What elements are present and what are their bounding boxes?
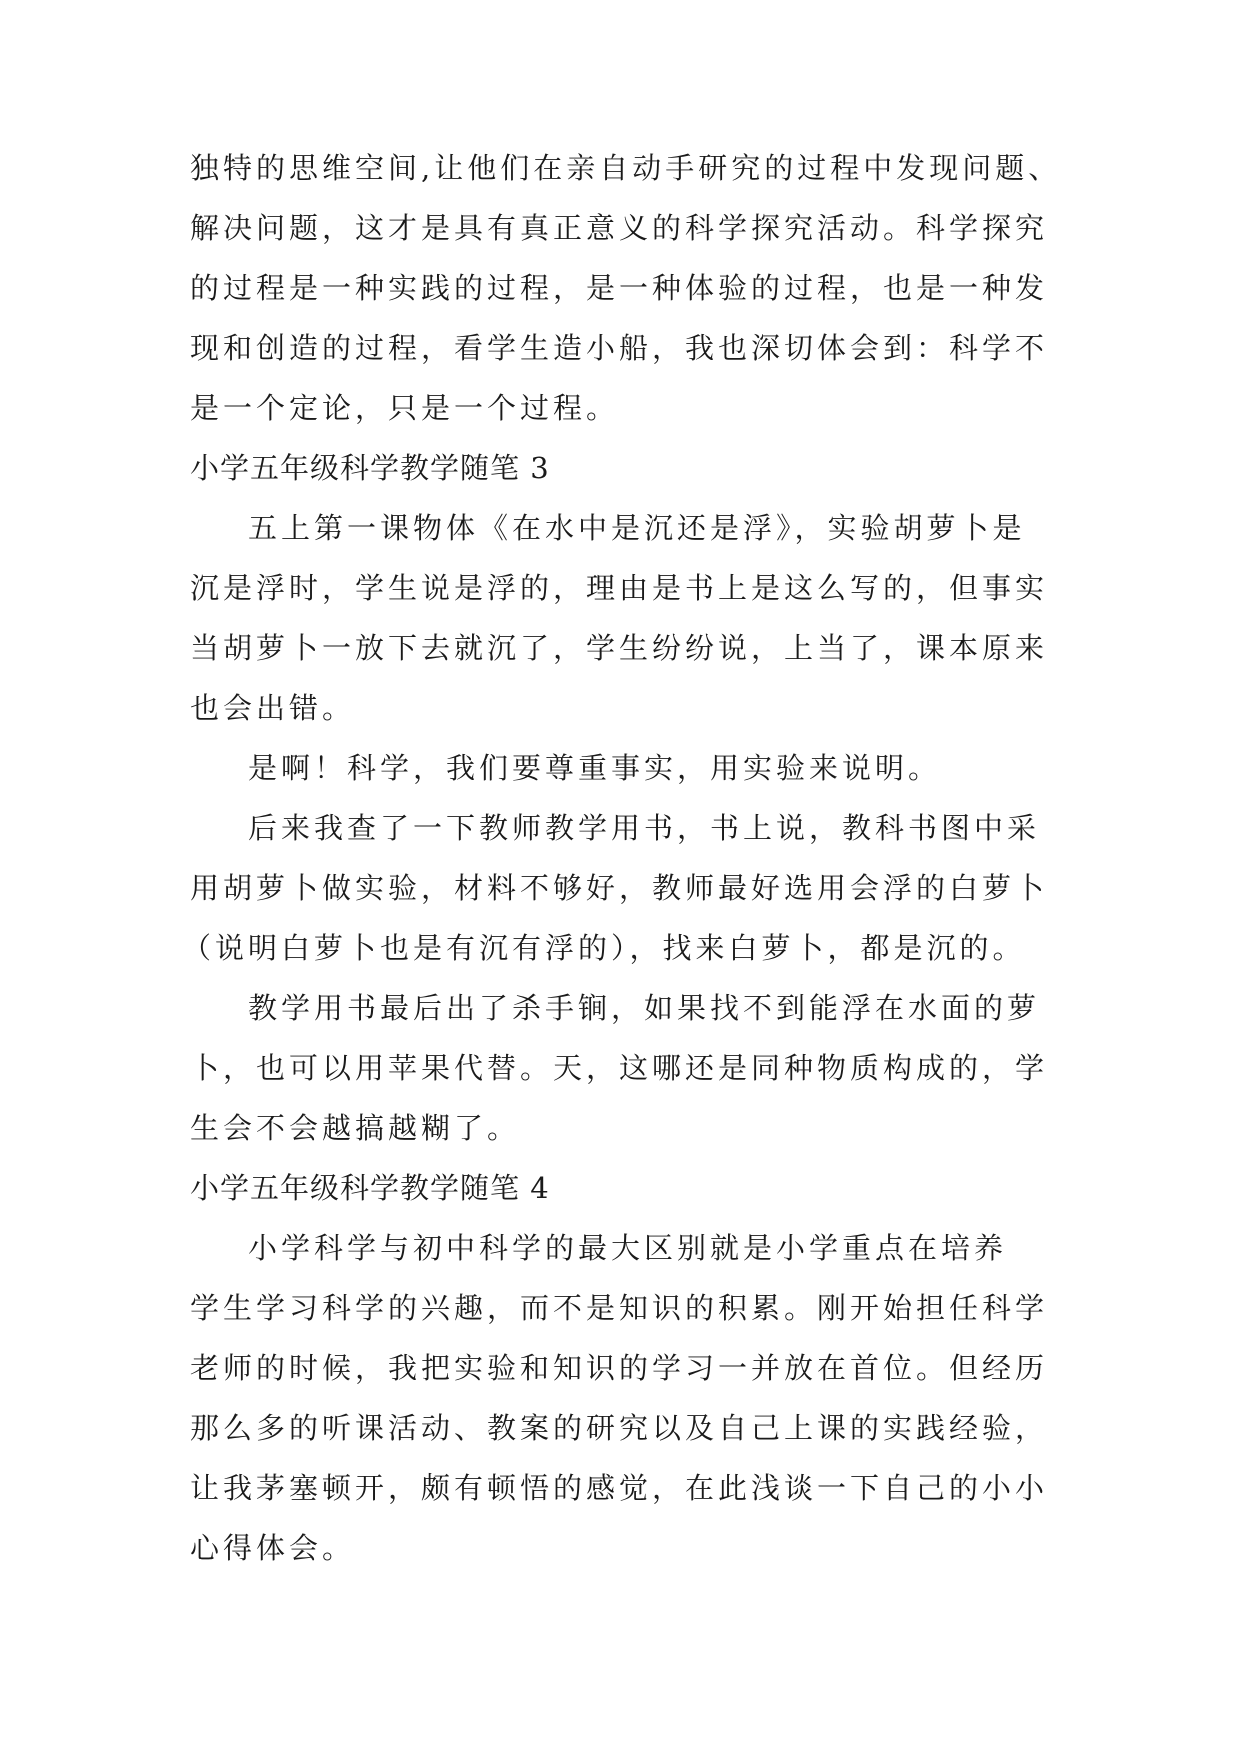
- paragraph-line: 教学用书最后出了杀手锏，如果找不到能浮在水面的萝: [248, 991, 1041, 1025]
- paragraph-line: 后来我查了一下教师教学用书，书上说，教科书图中采: [248, 811, 1041, 845]
- paragraph-line: 那么多的听课活动、教案的研究以及自己上课的实践经验，: [190, 1411, 1049, 1445]
- paragraph-line: 心得体会。: [190, 1531, 356, 1565]
- paragraph-line: 的过程是一种实践的过程，是一种体验的过程，也是一种发: [190, 271, 1049, 305]
- paragraph-line: 也会出错。: [190, 691, 356, 725]
- section-heading: 小学五年级科学教学随笔 4: [190, 1171, 550, 1205]
- paragraph-line: 现和创造的过程，看学生造小船，我也深切体会到：科学不: [190, 331, 1049, 365]
- paragraph-line: 小学科学与初中科学的最大区别就是小学重点在培养: [248, 1231, 1008, 1265]
- paragraph-line: 让我茅塞顿开，颇有顿悟的感觉，在此浅谈一下自己的小小: [190, 1471, 1049, 1505]
- paragraph-line: 沉是浮时，学生说是浮的，理由是书上是这么写的，但事实: [190, 571, 1049, 605]
- paragraph-line: 解决问题，这才是具有真正意义的科学探究活动。科学探究: [190, 211, 1049, 245]
- paragraph-line: 当胡萝卜一放下去就沉了，学生纷纷说，上当了，课本原来: [190, 631, 1049, 665]
- paragraph-line: 是啊！科学，我们要尊重事实，用实验来说明。: [248, 751, 942, 785]
- paragraph-line: 学生学习科学的兴趣，而不是知识的积累。刚开始担任科学: [190, 1291, 1049, 1325]
- paragraph-line: 老师的时候，我把实验和知识的学习一并放在首位。但经历: [190, 1351, 1049, 1385]
- paragraph-line: （说明白萝卜也是有沉有浮的），找来白萝卜，都是沉的。: [182, 931, 1026, 965]
- paragraph-line: 卜，也可以用苹果代替。天，这哪还是同种物质构成的，学: [190, 1051, 1049, 1085]
- paragraph-line: 生会不会越搞越糊了。: [190, 1111, 521, 1145]
- paragraph-line: 独特的思维空间,让他们在亲自动手研究的过程中发现问题、: [190, 151, 1062, 185]
- paragraph-line: 是一个定论，只是一个过程。: [190, 391, 620, 425]
- paragraph-line: 用胡萝卜做实验，材料不够好，教师最好选用会浮的白萝卜: [190, 871, 1049, 905]
- section-heading: 小学五年级科学教学随笔 3: [190, 451, 550, 485]
- paragraph-line: 五上第一课物体《在水中是沉还是浮》，实验胡萝卜是: [248, 511, 1026, 545]
